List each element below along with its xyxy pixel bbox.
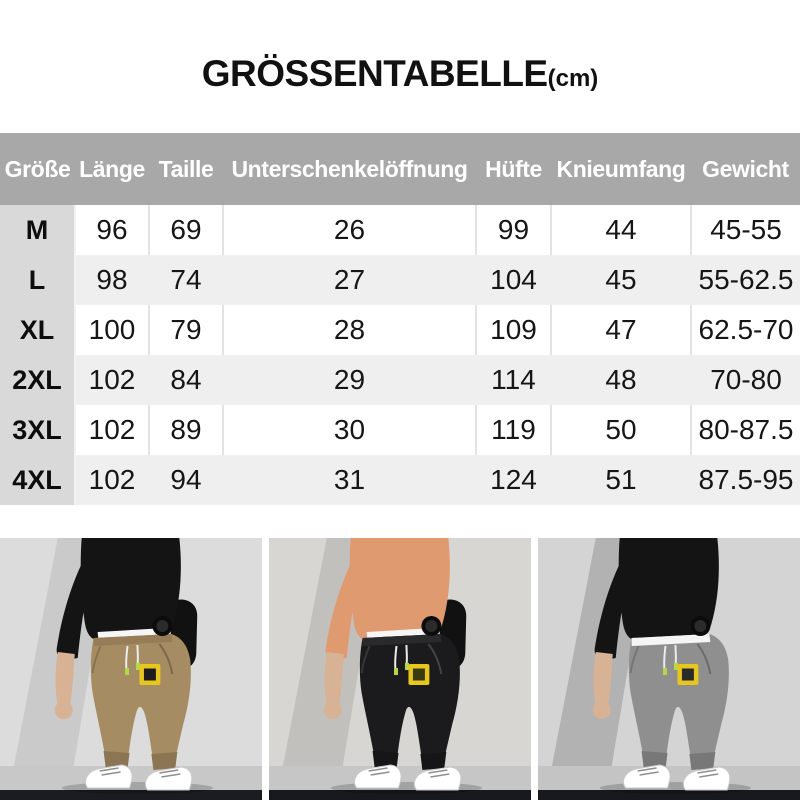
cell-huefte: 124 [476,455,551,505]
wristwatch-face [156,620,168,632]
cell-taille: 89 [149,405,223,455]
size-table [0,133,800,505]
drawstring-tip [674,663,678,670]
cell-huefte: 99 [476,205,551,255]
product-photo-strip [0,538,800,800]
drawstring-tip [125,668,129,675]
table-row-l [0,255,800,305]
cell-huefte: 114 [476,355,551,405]
cell-gewicht: 55-62.5 [691,255,800,305]
table-row-2xl [0,355,800,405]
logo-patch-center [144,669,156,681]
header-taille: Taille [149,133,223,205]
cell-huefte: 109 [476,305,551,355]
cell-gewicht: 70-80 [691,355,800,405]
drawstring-tip [136,663,140,670]
header-unterschenkeloeffnung: Unterschenkelöffnung [223,133,476,205]
logo-patch-center [682,669,694,681]
cell-taille: 69 [149,205,223,255]
cell-huefte: 104 [476,255,551,305]
wristwatch-face [694,620,706,632]
cell-knie: 44 [551,205,691,255]
hand [55,701,73,719]
drawstring-tip [663,668,667,675]
cell-knie: 48 [551,355,691,405]
cell-gewicht: 87.5-95 [691,455,800,505]
page-title [202,53,599,95]
cell-knie: 50 [551,405,691,455]
size-label: M [0,205,75,255]
size-label: XL [0,305,75,355]
cell-taille: 74 [149,255,223,305]
size-chart-title: GRÖSSENTABELLE [201,52,548,94]
size-label: L [0,255,75,305]
drawstring-tip [394,668,398,675]
wristwatch-face [425,620,437,632]
table-row-xl [0,305,800,355]
cell-gewicht: 62.5-70 [691,305,800,355]
hand [324,701,342,719]
drawstring-tip [405,663,409,670]
cell-knie: 47 [551,305,691,355]
cell-huefte: 119 [476,405,551,455]
product-photo-grey [538,538,800,800]
cell-gewicht: 45-55 [691,205,800,255]
spacer [0,505,800,538]
size-label: 3XL [0,405,75,455]
cell-taille: 84 [149,355,223,405]
cell-knie: 51 [551,455,691,505]
header-gewicht: Gewicht [691,133,800,205]
size-label: 2XL [0,355,75,405]
cell-laenge: 102 [75,455,149,505]
size-table-header-row [0,133,800,205]
cuff-right-shade [151,752,177,770]
cell-laenge: 98 [75,255,149,305]
header-knieumfang: Knieumfang [551,133,691,205]
title-section [0,0,800,133]
table-row-4xl [0,455,800,505]
cell-unterschenkel: 31 [223,455,476,505]
size-label: 4XL [0,455,75,505]
header-groesse: Größe [0,133,75,205]
cell-taille: 94 [149,455,223,505]
cell-unterschenkel: 30 [223,405,476,455]
size-chart-unit: (cm) [547,64,599,92]
product-photo-khaki [0,538,262,800]
header-huefte: Hüfte [476,133,551,205]
cuff-right-shade [420,752,446,770]
cell-laenge: 100 [75,305,149,355]
logo-patch-center [413,669,425,681]
cell-unterschenkel: 26 [223,205,476,255]
cell-laenge: 102 [75,355,149,405]
cell-unterschenkel: 29 [223,355,476,405]
table-row-m [0,205,800,255]
hand [593,701,611,719]
cell-unterschenkel: 27 [223,255,476,305]
cell-unterschenkel: 28 [223,305,476,355]
product-photo-black [269,538,531,800]
table-row-3xl [0,405,800,455]
cell-knie: 45 [551,255,691,305]
cuff-right-shade [689,752,715,770]
cell-taille: 79 [149,305,223,355]
cell-laenge: 102 [75,405,149,455]
cell-laenge: 96 [75,205,149,255]
cell-gewicht: 80-87.5 [691,405,800,455]
header-laenge: Länge [75,133,149,205]
